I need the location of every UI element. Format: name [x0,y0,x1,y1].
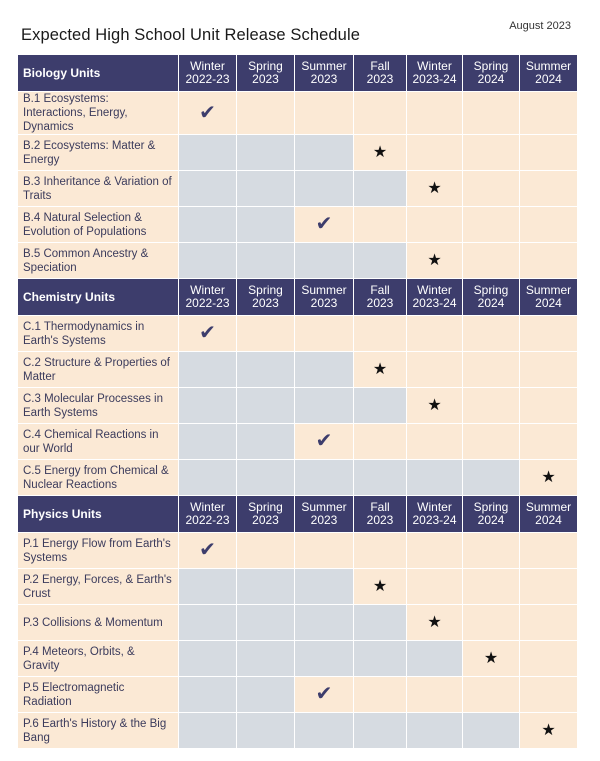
schedule-cell [407,677,463,713]
term-column-header [237,496,295,533]
term-column-header [463,496,520,533]
unit-row [18,316,578,352]
schedule-cell [463,713,520,749]
star-icon: ★ [541,468,556,486]
schedule-cell [295,243,354,279]
unit-label: P.3 Collisions & Momentum [18,605,179,641]
term-season: Summer [525,283,572,297]
section-header-row [18,496,578,533]
schedule-cell [407,92,463,135]
unit-row [18,460,578,496]
schedule-cell [354,388,407,424]
schedule-cell [354,424,407,460]
schedule-cell [237,424,295,460]
term-column-header [463,55,520,92]
schedule-cell [295,713,354,749]
schedule-cell [237,207,295,243]
unit-row [18,207,578,243]
term-column-header [179,496,237,533]
term-season: Spring [473,500,509,514]
term-year: 2023 [366,513,394,527]
unit-row [18,605,578,641]
term-season: Fall [370,283,390,297]
section-header-row [18,279,578,316]
term-column-header [520,55,578,92]
unit-label: B.4 Natural Selection & Evolution of Populations [18,207,179,243]
star-icon: ★ [372,360,388,378]
checkmark-icon: ✔ [199,322,216,344]
schedule-cell [463,569,520,605]
term-year: 2023 [366,72,394,86]
schedule-cell [463,316,520,352]
release-schedule-table [17,54,578,749]
schedule-cell [179,713,237,749]
unit-label: P.4 Meteors, Orbits, & Gravity [18,641,179,677]
schedule-cell [237,641,295,677]
unit-label: B.5 Common Ancestry & Speciation [18,243,179,279]
schedule-cell [463,207,520,243]
schedule-cell [237,92,295,135]
unit-label: B.1 Ecosystems: Interactions, Energy, Dynamics [18,92,179,135]
schedule-cell [179,243,237,279]
schedule-cell [179,677,237,713]
schedule-cell [354,677,407,713]
schedule-cell [407,352,463,388]
schedule-cell [237,388,295,424]
term-column-header [520,496,578,533]
schedule-cell [179,316,237,352]
schedule-cell [463,605,520,641]
schedule-cell [354,641,407,677]
schedule-cell [237,243,295,279]
unit-label: C.4 Chemical Reactions in our World [18,424,179,460]
schedule-cell [237,713,295,749]
schedule-cell [354,569,407,605]
term-year: 2023 [310,513,338,527]
term-season: Winter [417,59,452,73]
term-column-header [295,55,354,92]
schedule-cell [520,316,578,352]
unit-label: C.2 Structure & Properties of Matter [18,352,179,388]
term-column-header [520,279,578,316]
term-column-header [295,496,354,533]
checkmark-icon: ✔ [315,213,333,235]
schedule-cell [237,677,295,713]
schedule-cell [407,243,463,279]
schedule-cell [179,460,237,496]
term-column-header [354,496,407,533]
unit-row [18,713,578,749]
schedule-cell [407,533,463,569]
schedule-cell [354,352,407,388]
schedule-cell [520,424,578,460]
schedule-cell [520,713,578,749]
schedule-cell [520,92,578,135]
schedule-cell [354,460,407,496]
star-icon: ★ [541,721,556,739]
unit-row [18,92,578,135]
schedule-cell [463,424,520,460]
schedule-cell [520,388,578,424]
term-column-header [237,55,295,92]
unit-row [18,569,578,605]
schedule-cell [237,533,295,569]
star-icon: ★ [427,251,442,269]
section-title: Biology Units [18,55,179,92]
term-year: 2024 [477,513,505,527]
section-header-row [18,55,578,92]
schedule-cell [354,171,407,207]
unit-row [18,677,578,713]
schedule-cell [463,92,520,135]
schedule-cell [407,424,463,460]
schedule-cell [295,207,354,243]
term-year: 2023 [252,296,279,310]
schedule-cell [520,605,578,641]
schedule-cell [354,135,407,171]
schedule-cell [237,352,295,388]
schedule-cell [179,135,237,171]
schedule-cell [295,171,354,207]
schedule-cell [520,533,578,569]
schedule-cell [295,352,354,388]
schedule-cell [354,533,407,569]
term-season: Fall [370,59,390,73]
schedule-cell [295,424,354,460]
schedule-cell [407,316,463,352]
term-season: Summer [525,500,572,514]
term-season: Fall [370,500,390,514]
unit-row [18,135,578,171]
term-column-header [237,279,295,316]
schedule-cell [407,171,463,207]
term-column-header [463,279,520,316]
star-icon: ★ [427,613,442,631]
schedule-cell [463,388,520,424]
schedule-cell [295,677,354,713]
schedule-cell [520,207,578,243]
page-title: Expected High School Unit Release Schedule [21,26,360,44]
schedule-cell [407,605,463,641]
schedule-cell [179,171,237,207]
unit-row [18,388,578,424]
unit-label: B.2 Ecosystems: Matter & Energy [18,135,179,171]
schedule-cell [295,460,354,496]
term-year: 2024 [477,296,505,310]
term-column-header [407,55,463,92]
schedule-cell [237,316,295,352]
schedule-cell [237,569,295,605]
schedule-cell [463,677,520,713]
term-season: Spring [473,283,509,297]
schedule-cell [407,207,463,243]
unit-label: P.2 Energy, Forces, & Earth's Crust [18,569,179,605]
term-year: 2023 [310,72,338,86]
term-season: Winter [190,59,225,73]
term-season: Summer [301,500,347,514]
schedule-cell [179,388,237,424]
term-column-header [354,55,407,92]
term-column-header [179,279,237,316]
star-icon: ★ [483,649,499,667]
schedule-cell [354,243,407,279]
term-season: Spring [248,283,283,297]
schedule-cell [295,569,354,605]
unit-row [18,243,578,279]
term-year: 2023 [366,296,394,310]
schedule-cell [520,460,578,496]
date-label: August 2023 [509,20,571,32]
term-season: Spring [248,59,283,73]
term-year: 2024 [477,72,505,86]
schedule-cell [179,533,237,569]
schedule-cell [179,569,237,605]
term-year: 2022-23 [185,513,230,527]
schedule-cell [179,424,237,460]
schedule-cell [179,352,237,388]
schedule-cell [295,92,354,135]
term-season: Summer [525,59,572,73]
schedule-cell [407,388,463,424]
schedule-cell [520,677,578,713]
schedule-cell [179,207,237,243]
unit-label: B.3 Inheritance & Variation of Traits [18,171,179,207]
schedule-cell [295,135,354,171]
term-column-header [295,279,354,316]
unit-label: C.1 Thermodynamics in Earth's Systems [18,316,179,352]
schedule-cell [295,388,354,424]
schedule-cell [237,605,295,641]
term-season: Summer [301,59,347,73]
schedule-cell [463,533,520,569]
section-title: Physics Units [18,496,179,533]
term-column-header [354,279,407,316]
unit-row [18,171,578,207]
schedule-cell [354,605,407,641]
schedule-cell [354,713,407,749]
unit-row [18,424,578,460]
term-season: Spring [473,59,509,73]
term-year: 2024 [535,513,562,527]
schedule-cell [354,207,407,243]
term-column-header [407,496,463,533]
term-year: 2024 [535,296,562,310]
star-icon: ★ [372,143,388,161]
schedule-cell [295,641,354,677]
schedule-cell [237,135,295,171]
term-season: Winter [190,500,225,514]
schedule-cell [407,713,463,749]
schedule-cell [407,641,463,677]
checkmark-icon: ✔ [315,683,333,705]
schedule-cell [520,569,578,605]
schedule-cell [295,533,354,569]
term-year: 2023-24 [412,513,457,527]
term-year: 2023-24 [412,72,457,86]
unit-row [18,533,578,569]
schedule-cell [237,460,295,496]
unit-row [18,352,578,388]
term-year: 2023-24 [412,296,457,310]
schedule-cell [520,171,578,207]
schedule-cell [407,569,463,605]
checkmark-icon: ✔ [199,539,216,561]
unit-label: C.5 Energy from Chemical & Nuclear Reactions [18,460,179,496]
term-year: 2023 [310,296,338,310]
term-year: 2022-23 [185,296,230,310]
term-season: Winter [190,283,225,297]
schedule-cell [295,605,354,641]
schedule-cell [179,92,237,135]
star-icon: ★ [427,396,442,414]
term-season: Summer [301,283,347,297]
schedule-cell [295,316,354,352]
term-year: 2023 [252,72,279,86]
schedule-cell [237,171,295,207]
schedule-cell [463,352,520,388]
unit-label: P.5 Electromagnetic Radiation [18,677,179,713]
unit-row [18,641,578,677]
term-year: 2024 [535,72,562,86]
schedule-cell [520,352,578,388]
unit-label: C.3 Molecular Processes in Earth Systems [18,388,179,424]
schedule-cell [179,605,237,641]
term-year: 2023 [252,513,279,527]
schedule-cell [407,460,463,496]
term-season: Spring [248,500,283,514]
star-icon: ★ [372,577,388,595]
unit-label: P.6 Earth's History & the Big Bang [18,713,179,749]
schedule-cell [463,135,520,171]
term-column-header [407,279,463,316]
schedule-cell [179,641,237,677]
unit-label: P.1 Energy Flow from Earth's Systems [18,533,179,569]
schedule-cell [463,171,520,207]
checkmark-icon: ✔ [315,430,333,452]
term-column-header [179,55,237,92]
term-year: 2022-23 [185,72,230,86]
schedule-cell [463,641,520,677]
schedule-cell [520,243,578,279]
section-title: Chemistry Units [18,279,179,316]
schedule-cell [407,135,463,171]
term-season: Winter [417,283,452,297]
schedule-cell [463,243,520,279]
schedule-cell [463,460,520,496]
star-icon: ★ [427,179,442,197]
schedule-cell [520,641,578,677]
checkmark-icon: ✔ [199,101,216,124]
schedule-cell [354,92,407,135]
schedule-cell [354,316,407,352]
term-season: Winter [417,500,452,514]
schedule-cell [520,135,578,171]
